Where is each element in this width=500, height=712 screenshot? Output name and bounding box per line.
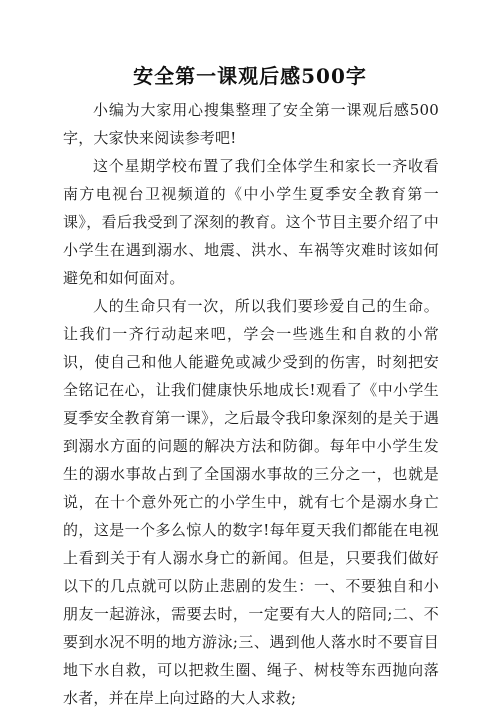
- paragraph-intro: 小编为大家用心搜集整理了安全第一课观后感500字，大家快来阅读参考吧!: [63, 101, 439, 147]
- paragraph-program: 这个星期学校布置了我们全体学生和家长一齐收看南方电视台卫视频道的《中小学生夏季安全教育第一课》，看后我受到了深刻的教育。这个节目主要介绍了中小学生在遇到溺水、地震、洪水、车祸等灾难时该如何避免和如何面对。: [63, 157, 439, 287]
- document-body: [63, 96, 439, 712]
- paragraph-safety: 人的生命只有一次，所以我们要珍爱自己的生命。让我们一齐行动起来吧，学会一些逃生和自救的小常识，使自己和他人能避免或减少受到的伤害，时刻把安全铭记在心，让我们健康快乐地成长!观看了《中小学生夏季安全教育第一课》，之后最令我印象深刻的是关于遇到溺水方面的问题的解决方法和防御。每年中小学生发生的溺水事故占到了全国溺水事故的三分之一，也就是说，在十个意外死亡的小学生中，就有七个是溺水身亡的，这是一个多么惊人的数字!每年夏天我们都能在电视上看到关于有人溺水身亡的新闻。但是，只要我们做好以下的几点就可以防止悲剧的发生：一、不要独自和小朋友一起游泳，需要去时，一定要有大人的陪同;二、不要到水况不明的地方游泳;三、遇到他人落水时不要盲目地下水自救，可以把救生圈、绳子、树枝等东西抛向落水者，并在岸上向过路的大人求救;: [63, 297, 439, 707]
- document-title: 安全第一课观后感500字: [133, 64, 367, 88]
